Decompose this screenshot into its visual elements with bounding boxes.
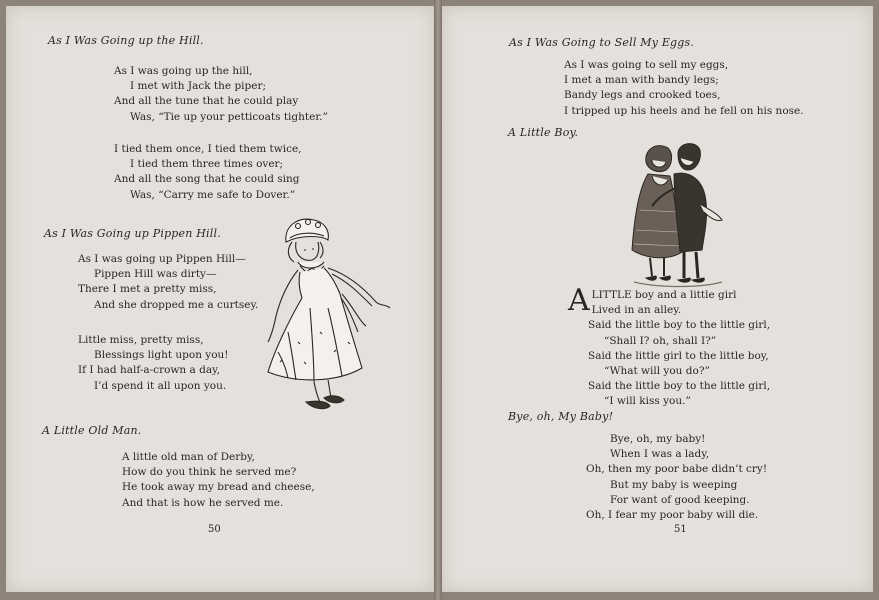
stanza [114,142,302,203]
verse-line: Said the little girl to the little boy, [588,349,769,362]
stanza [122,450,315,511]
verse-line: I tied them once, I tied them twice, [114,143,302,155]
poem-title-pippen-hill: As I Was Going up Pippen Hill. [44,227,221,240]
verse-line: As I was going to sell my eggs, [564,59,729,71]
verse-line: Bandy legs and crooked toes, [564,89,721,102]
verse-line: There I met a pretty miss, [78,283,217,296]
poem-title-sell-my-eggs: As I Was Going to Sell My Eggs. [509,36,695,49]
verse-line: When I was a lady, [610,448,710,461]
verse-line: Was, “Tie up your petticoats tighter.” [130,110,328,123]
verse-line: Blessings light upon you! [94,349,229,362]
verse-line: And that is how he served me. [122,496,284,509]
verse-line: But my baby is weeping [610,478,738,491]
book-gutter [434,0,442,600]
verse-line: “What will you do?” [604,365,710,377]
curtseying-girl-illustration [258,212,392,412]
verse-line: How do you think he served me? [122,466,297,479]
verse-line: LITTLE boy and a little girl [591,289,737,301]
verse-line: And all the tune that he could play [114,95,299,108]
verse-line: As I was going up the hill, [114,65,253,77]
verse-line: I met a man with bandy legs; [564,74,719,87]
verse-line: Little miss, pretty miss, [78,334,204,346]
page-number: 51 [674,524,687,535]
verse-line: Said the little boy to the little girl, [588,380,771,393]
verse-line: I tripped up his heels and he fell on his nose. [564,104,804,117]
verse-line: Oh, I fear my poor baby will die. [586,509,759,522]
verse-line: And she dropped me a curtsey. [94,298,259,311]
verse-line: Lived in an alley. [591,304,682,317]
poem-title-little-boy: A Little Boy. [508,126,579,139]
verse-line: Said the little boy to the little girl, [588,319,771,332]
stanza [78,333,229,394]
boy-and-girl-illustration [630,140,726,290]
stanza [78,252,258,313]
verse-line: Oh, then my poor babe didn’t cry! [586,463,768,476]
verse-line: Pippen Hill was dirty— [94,268,217,281]
verse-line: “Shall I? oh, shall I?” [604,334,717,347]
page-number: 50 [208,524,221,535]
stanza [114,64,328,125]
drop-cap: A [568,283,590,318]
right-page [442,6,873,592]
verse-line: I tied them three times over; [130,158,284,171]
verse-line: He took away my bread and cheese, [122,481,315,494]
verse-line: Bye, oh, my baby! [610,433,706,445]
verse-line: For want of good keeping. [610,493,750,506]
verse-line: Was, “Carry me safe to Dover.” [130,188,296,201]
verse-line: And all the song that he could sing [114,173,300,186]
stanza [586,432,767,523]
left-page [6,6,434,592]
verse-line: A little old man of Derby, [122,451,255,463]
verse-line: As I was going up Pippen Hill— [78,253,246,265]
poem-title-bye-oh-my-baby: Bye, oh, My Baby! [508,410,614,423]
verse-line: I’d spend it all upon you. [94,379,227,392]
verse-line: “I will kiss you.” [604,395,691,408]
verse-line: I met with Jack the piper; [130,80,267,93]
stanza-little-boy [568,283,771,410]
poem-title-going-up-hill: As I Was Going up the Hill. [48,34,204,47]
verse-line: If I had half-a-crown a day, [78,364,220,377]
stanza [564,58,804,119]
poem-title-little-old-man: A Little Old Man. [42,424,142,437]
